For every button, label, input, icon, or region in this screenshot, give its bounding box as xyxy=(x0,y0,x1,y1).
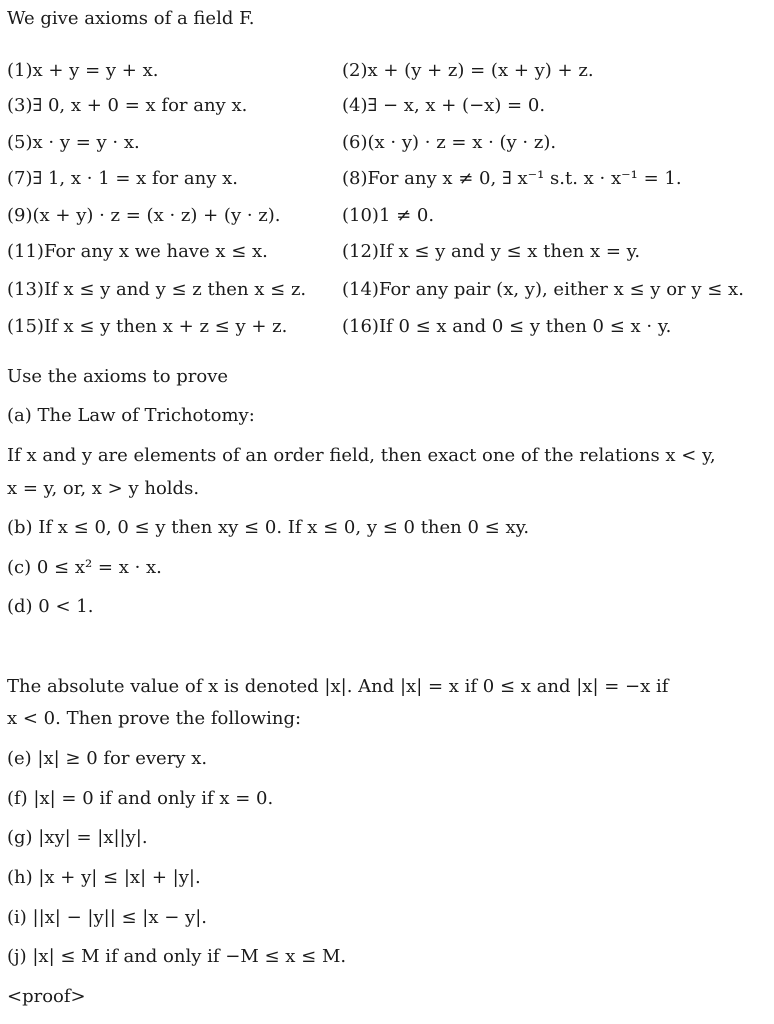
part-h: (h) |x + y| ≤ |x| + |y|. xyxy=(7,867,201,888)
abs-def-1: The absolute value of x is denoted |x|. And |x| = x if 0 ≤ x and |x| = −x if xyxy=(7,676,669,697)
axiom-12: (12)If x ≤ y and y ≤ x then x = y. xyxy=(342,241,641,262)
part-d: (d) 0 < 1. xyxy=(7,596,94,617)
axiom-13: (13)If x ≤ y and y ≤ z then x ≤ z. xyxy=(7,279,307,300)
part-c: (c) 0 ≤ x² = x · x. xyxy=(7,557,162,578)
axiom-6: (6)(x · y) · z = x · (y · z). xyxy=(342,132,557,153)
axiom-1: (1)x + y = y + x. xyxy=(7,60,159,81)
proof-tag: <proof> xyxy=(7,986,86,1007)
part-f: (f) |x| = 0 if and only if x = 0. xyxy=(7,788,274,809)
axiom-3: (3)∃ 0, x + 0 = x for any x. xyxy=(7,95,248,116)
axiom-10: (10)1 ≠ 0. xyxy=(342,205,435,226)
part-j: (j) |x| ≤ M if and only if −M ≤ x ≤ M. xyxy=(7,946,347,967)
part-e: (e) |x| ≥ 0 for every x. xyxy=(7,748,208,769)
part-i: (i) ||x| − |y|| ≤ |x − y|. xyxy=(7,907,207,928)
axiom-5: (5)x · y = y · x. xyxy=(7,132,140,153)
part-a-body-1: If x and y are elements of an order field, then exact one of the relations x < y, xyxy=(7,445,716,466)
part-b: (b) If x ≤ 0, 0 ≤ y then xy ≤ 0. If x ≤ 0, y ≤ 0 then 0 ≤ xy. xyxy=(7,517,530,538)
axiom-4: (4)∃ − x, x + (−x) = 0. xyxy=(342,95,546,116)
axiom-7: (7)∃ 1, x · 1 = x for any x. xyxy=(7,168,238,189)
axiom-2: (2)x + (y + z) = (x + y) + z. xyxy=(342,60,594,81)
axiom-8: (8)For any x ≠ 0, ∃ x⁻¹ s.t. x · x⁻¹ = 1. xyxy=(342,168,682,189)
axiom-15: (15)If x ≤ y then x + z ≤ y + z. xyxy=(7,316,288,337)
use-axioms-line: Use the axioms to prove xyxy=(7,366,229,387)
abs-def-2: x < 0. Then prove the following: xyxy=(7,708,302,729)
part-a-body-2: x = y, or, x > y holds. xyxy=(7,478,200,499)
axiom-11: (11)For any x we have x ≤ x. xyxy=(7,241,268,262)
intro-line: We give axioms of a field F. xyxy=(7,8,255,29)
part-g: (g) |xy| = |x||y|. xyxy=(7,827,148,848)
part-a-title: (a) The Law of Trichotomy: xyxy=(7,405,255,426)
axiom-9: (9)(x + y) · z = (x · z) + (y · z). xyxy=(7,205,281,226)
axiom-16: (16)If 0 ≤ x and 0 ≤ y then 0 ≤ x · y. xyxy=(342,316,672,337)
axiom-14: (14)For any pair (x, y), either x ≤ y or y ≤ x. xyxy=(342,279,744,300)
